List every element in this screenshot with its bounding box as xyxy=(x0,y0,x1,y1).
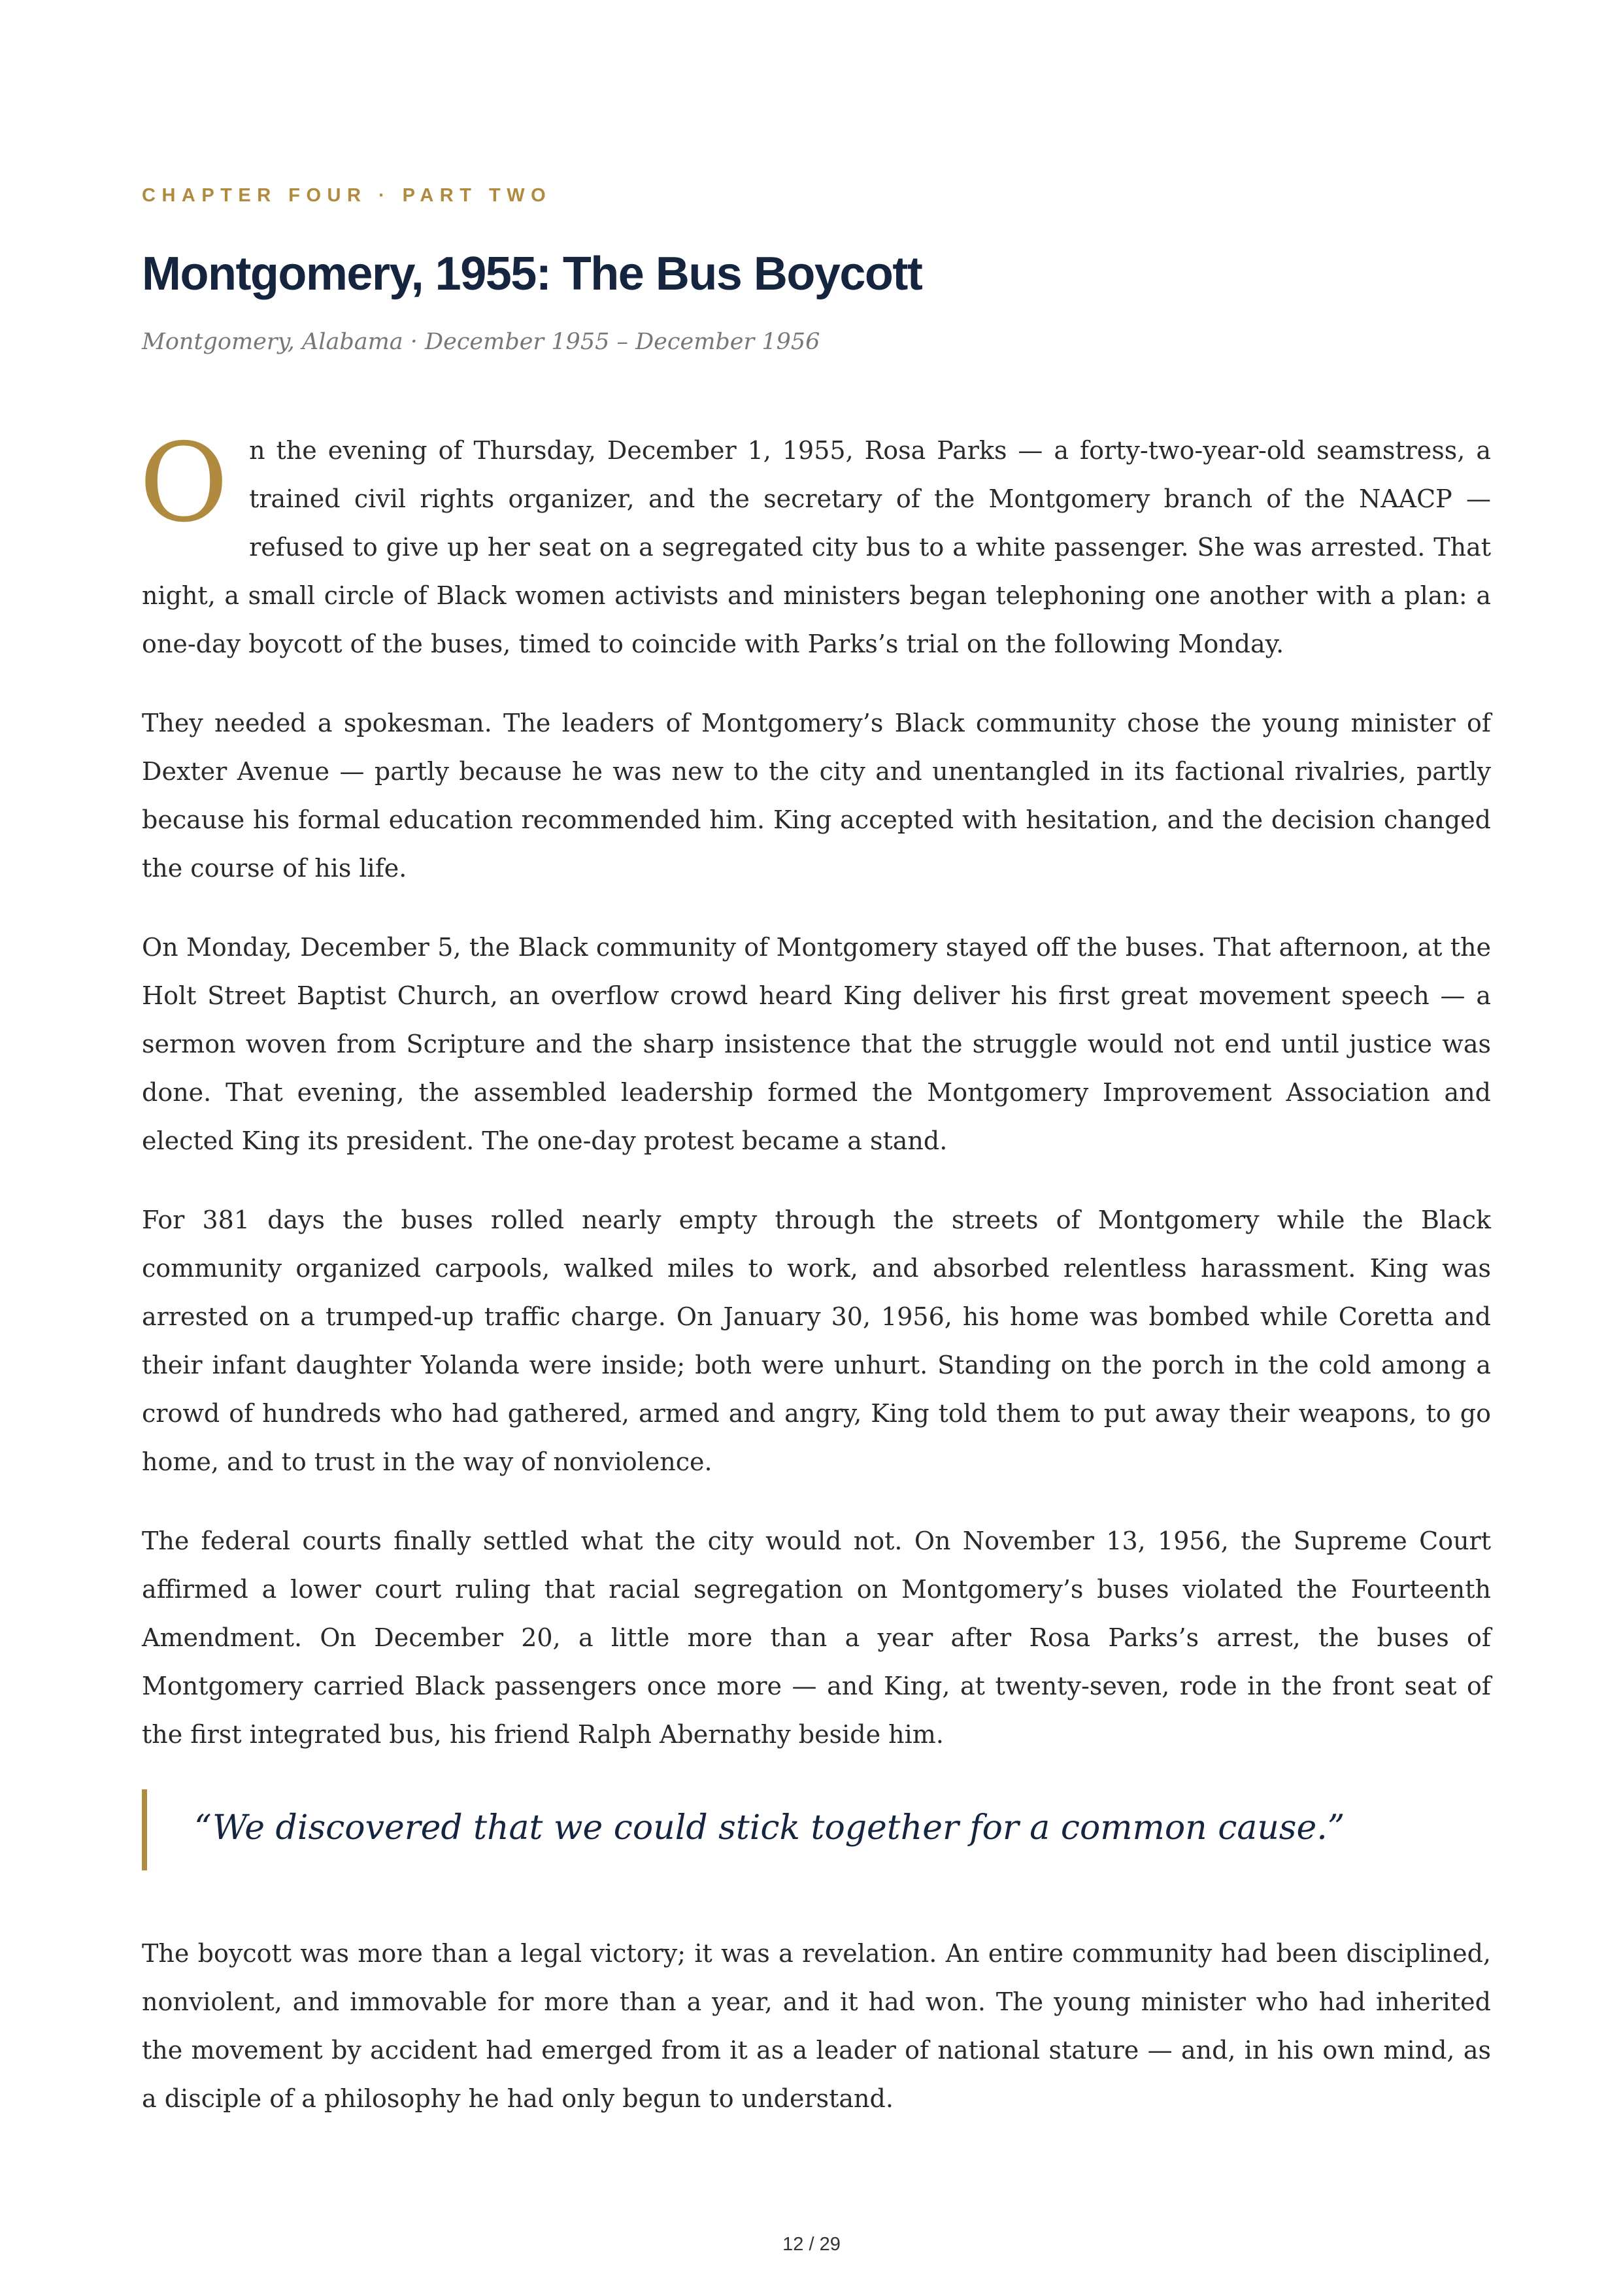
paragraph-3: On Monday, December 5, the Black community of Montgomery stayed off the buses. That afternoon, at the Holt Street Baptist Church, an overflow crowd heard King deliver his first great movement speech — a sermon woven from Scripture and the sharp insistence that the struggle would not end until justice was done. That evening, the assembled leadership formed the Montgomery Improvement Association and elected King its president. The one-day protest became a stand. xyxy=(142,933,1491,1155)
page-title: Montgomery, 1955: The Bus Boycott xyxy=(142,248,922,300)
paragraph-4: For 381 days the buses rolled nearly empty through the streets of Montgomery while the Black community organized carpools, walked miles to work, and absorbed relentless harassment. King was arrested on a trumped-up traffic charge. On January 30, 1956, his home was bombed while Coretta and their infant daughter Yolanda were inside; both were unhurt. Standing on the porch in the cold among a crowd of hundreds who had gathered, armed and angry, King told them to put away their weapons, to go home, and to trust in the way of nonviolence. xyxy=(142,1206,1491,1476)
paragraph-1 xyxy=(139,420,1491,668)
article-body xyxy=(139,420,1491,2153)
drop-cap: O xyxy=(139,420,229,547)
paragraph-1-text: n the evening of Thursday, December 1, 1955, Rosa Parks — a forty-two-year-old seamstress, a trained civil rights organizer, and the secretary of the Montgomery branch of the NAACP — refused to give up her seat on a segregated city bus to a white passenger. She was arrested. That night, a small circle of Black women activists and ministers began telephoning one another with a plan: a one-day boycott of the buses, timed to coincide with Parks’s trial on the following Monday. xyxy=(142,436,1491,658)
paragraph-6: The boycott was more than a legal victory; it was a revelation. An entire community had been disciplined, nonviolent, and immovable for more than a year, and it had won. The young minister who had inherited the movement by accident had emerged from it as a leader of national stature — and, in his own mind, as a disciple of a philosophy he had only begun to understand. xyxy=(142,1939,1491,2113)
paragraph-2: They needed a spokesman. The leaders of Montgomery’s Black community chose the young minister of Dexter Avenue — partly because he was new to the city and unentangled in its factional rivalries, partly because his formal education recommended him. King accepted with hesitation, and the decision changed the course of his life. xyxy=(142,709,1491,883)
page-subtitle: Montgomery, Alabama · December 1955 – December 1956 xyxy=(142,329,820,355)
chapter-kicker: CHAPTER FOUR · PART TWO xyxy=(142,185,552,206)
pull-quote-text: “We discovered that we could stick together for a common cause.” xyxy=(194,1808,1345,1848)
paragraph-5: The federal courts finally settled what the city would not. On November 13, 1956, the Supreme Court affirmed a lower court ruling that racial segregation on Montgomery’s buses violated the Fourteenth Amendment. On December 20, a little more than a year after Rosa Parks’s arrest, the buses of Montgomery carried Black passengers once more — and King, at twenty-seven, rode in the front seat of the first integrated bus, his friend Ralph Abernathy beside him. xyxy=(142,1527,1491,1749)
page-number: 12 / 29 xyxy=(782,2234,841,2255)
pull-quote xyxy=(142,1789,1491,1870)
